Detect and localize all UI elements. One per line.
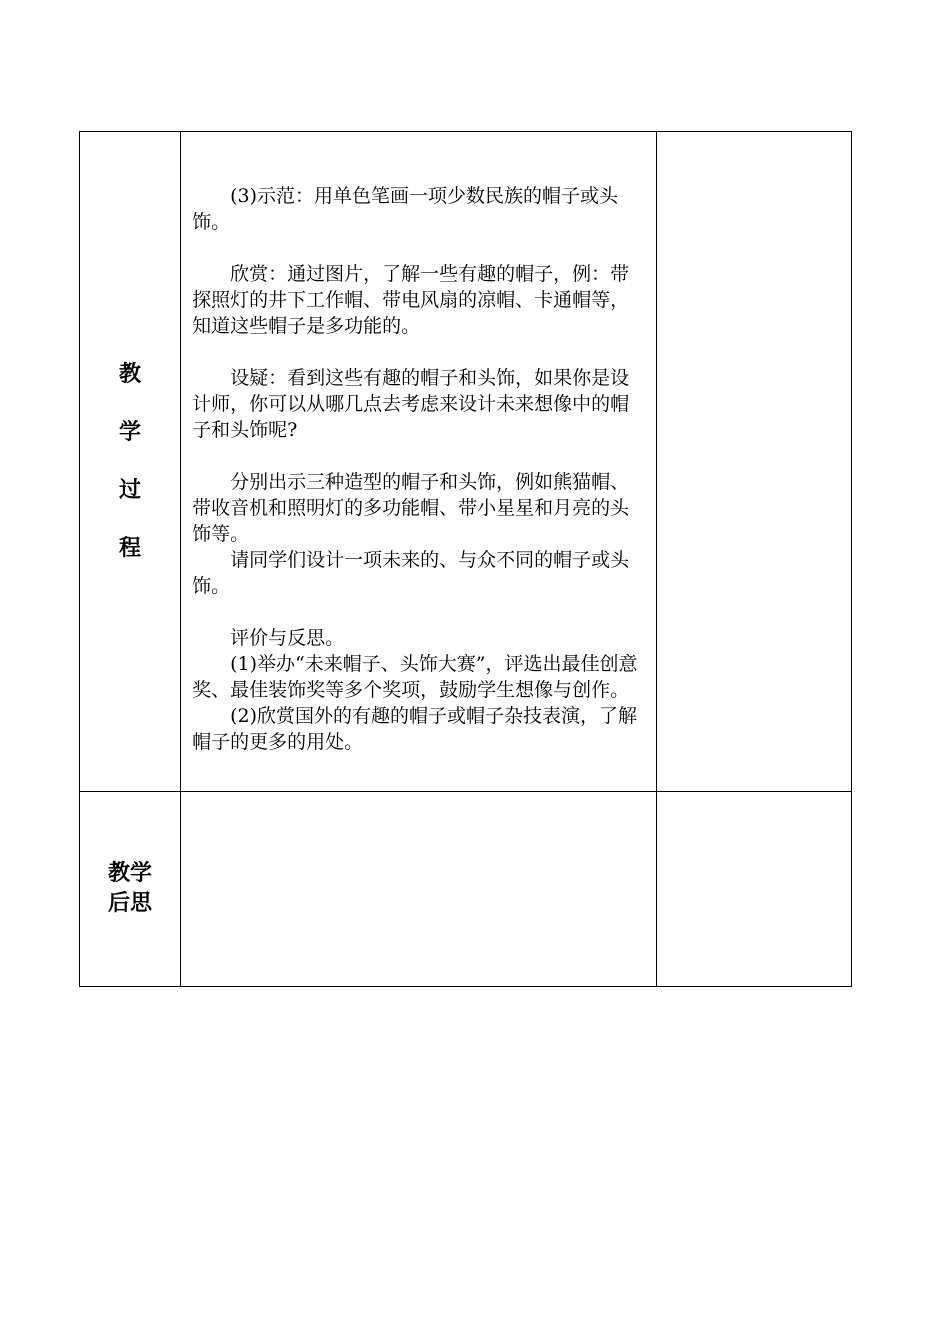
paragraph-spacer <box>192 443 644 469</box>
paragraph-foreign-hats: (2)欣赏国外的有趣的帽子或帽子杂技表演，了解帽子的更多的用处。 <box>192 705 638 753</box>
teaching-process-content-cell <box>181 132 657 792</box>
paragraph-evaluation-heading: 评价与反思。 <box>230 627 345 649</box>
teaching-process-label <box>80 346 180 578</box>
label-char: 学 <box>119 419 142 445</box>
paragraph-appreciation: 欣赏：通过图片，了解一些有趣的帽子，例：带探照灯的井下工作帽、带电风扇的凉帽、卡通帽等，知道这些帽子是多功能的。 <box>192 263 630 337</box>
paragraph-spacer <box>192 599 644 625</box>
teaching-process-notes-cell <box>656 132 851 792</box>
teaching-reflection-label-cell <box>80 792 181 987</box>
paragraph-spacer <box>192 235 644 261</box>
label-char: 教 <box>119 361 142 387</box>
teaching-reflection-label <box>80 859 180 919</box>
label-char: 过 <box>119 477 142 503</box>
teaching-process-content <box>192 132 644 755</box>
paragraph-show-designs: 分别出示三种造型的帽子和头饰，例如熊猫帽、带收音机和照明灯的多功能帽、带小星星和月亮的头饰等。 <box>192 471 630 545</box>
label-line: 教学 <box>108 861 153 886</box>
teaching-reflection-row <box>80 792 852 987</box>
teaching-reflection-notes-cell <box>656 792 851 987</box>
label-line: 后思 <box>108 891 153 916</box>
teaching-process-label-cell <box>80 132 181 792</box>
lesson-plan-table <box>79 131 852 987</box>
paragraph-spacer <box>192 339 644 365</box>
paragraph-student-design: 请同学们设计一项未来的、与众不同的帽子或头饰。 <box>192 549 630 597</box>
teaching-reflection-content-cell <box>181 792 657 987</box>
label-char: 程 <box>119 535 142 561</box>
paragraph-contest: (1)举办“未来帽子、头饰大赛”，评选出最佳创意奖、最佳装饰奖等多个奖项，鼓励学生想像与创作。 <box>192 653 638 701</box>
paragraph-question: 设疑：看到这些有趣的帽子和头饰，如果你是设计师，你可以从哪几点去考虑来设计未来想像中的帽子和头饰呢? <box>192 367 630 441</box>
paragraph-demonstration: (3)示范：用单色笔画一项少数民族的帽子或头饰。 <box>192 185 619 233</box>
teaching-process-row <box>80 132 852 792</box>
